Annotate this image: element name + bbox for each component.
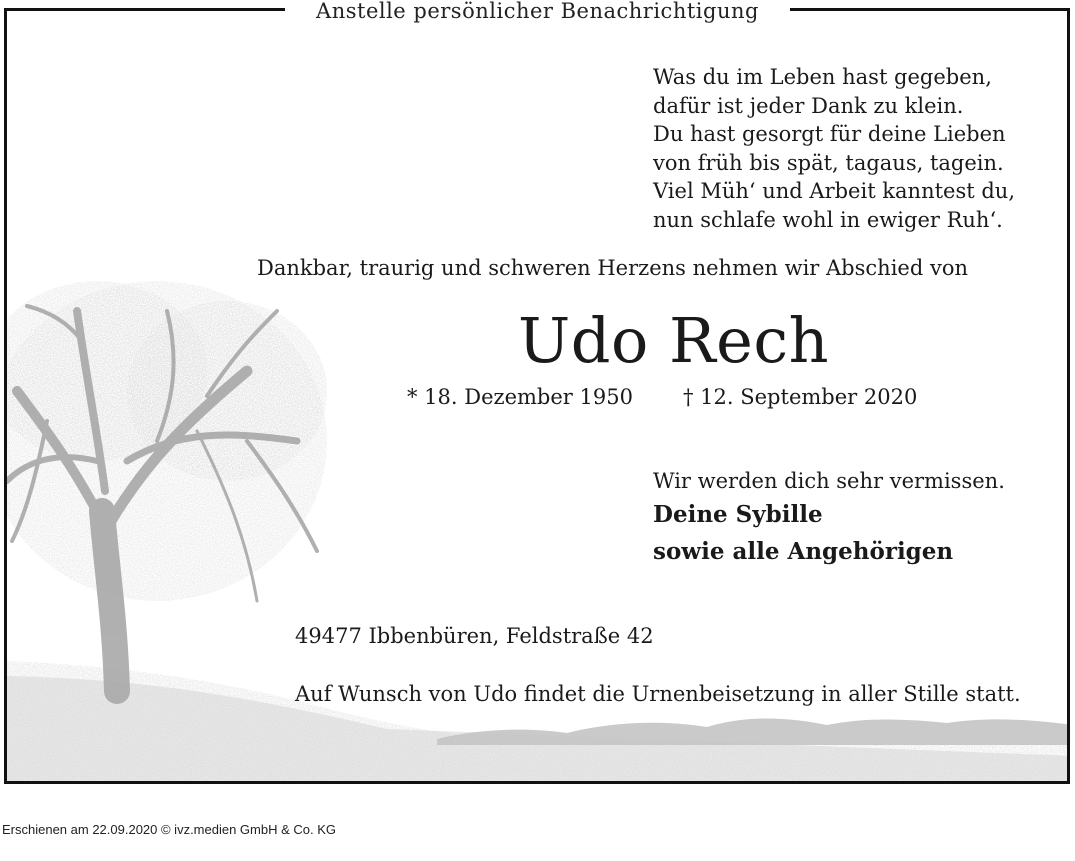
death-date: † 12. September 2020 [683,385,918,409]
intro-text: Dankbar, traurig und schweren Herzens nehmen wir Abschied von [257,256,968,280]
obituary-frame [4,8,1070,784]
intro-text-row [7,256,1070,280]
signature-secondary: sowie alle Angehörigen [653,538,954,565]
address: 49477 Ibbenbüren, Feldstraße 42 [295,624,654,648]
poem-line: Was du im Leben hast gegeben, [653,65,992,89]
publication-footer: Erschienen am 22.09.2020 © ivz.medien GmbH & Co. KG [2,822,337,837]
closing-message: Wir werden dich sehr vermissen. [653,469,1005,493]
poem-line: dafür ist jeder Dank zu klein. [653,93,964,118]
burial-note: Auf Wunsch von Udo findet die Urnenbeisetzung in aller Stille statt. [295,682,1021,706]
poem-line: von früh bis spät, tagaus, tagein. [653,150,1004,175]
poem [653,63,1015,234]
header-label: Anstelle persönlicher Benachrichtigung [285,0,790,26]
birth-date: * 18. Dezember 1950 [407,385,633,409]
signature-primary: Deine Sybille [653,501,823,528]
poem-line: Viel Müh‘ und Arbeit kanntest du, [653,179,1016,203]
poem-line: Du hast gesorgt für deine Lieben [653,122,1006,146]
deceased-name: Udo Rech [518,304,830,377]
poem-line: nun schlafe wohl in ewiger Ruh‘. [653,207,1003,232]
